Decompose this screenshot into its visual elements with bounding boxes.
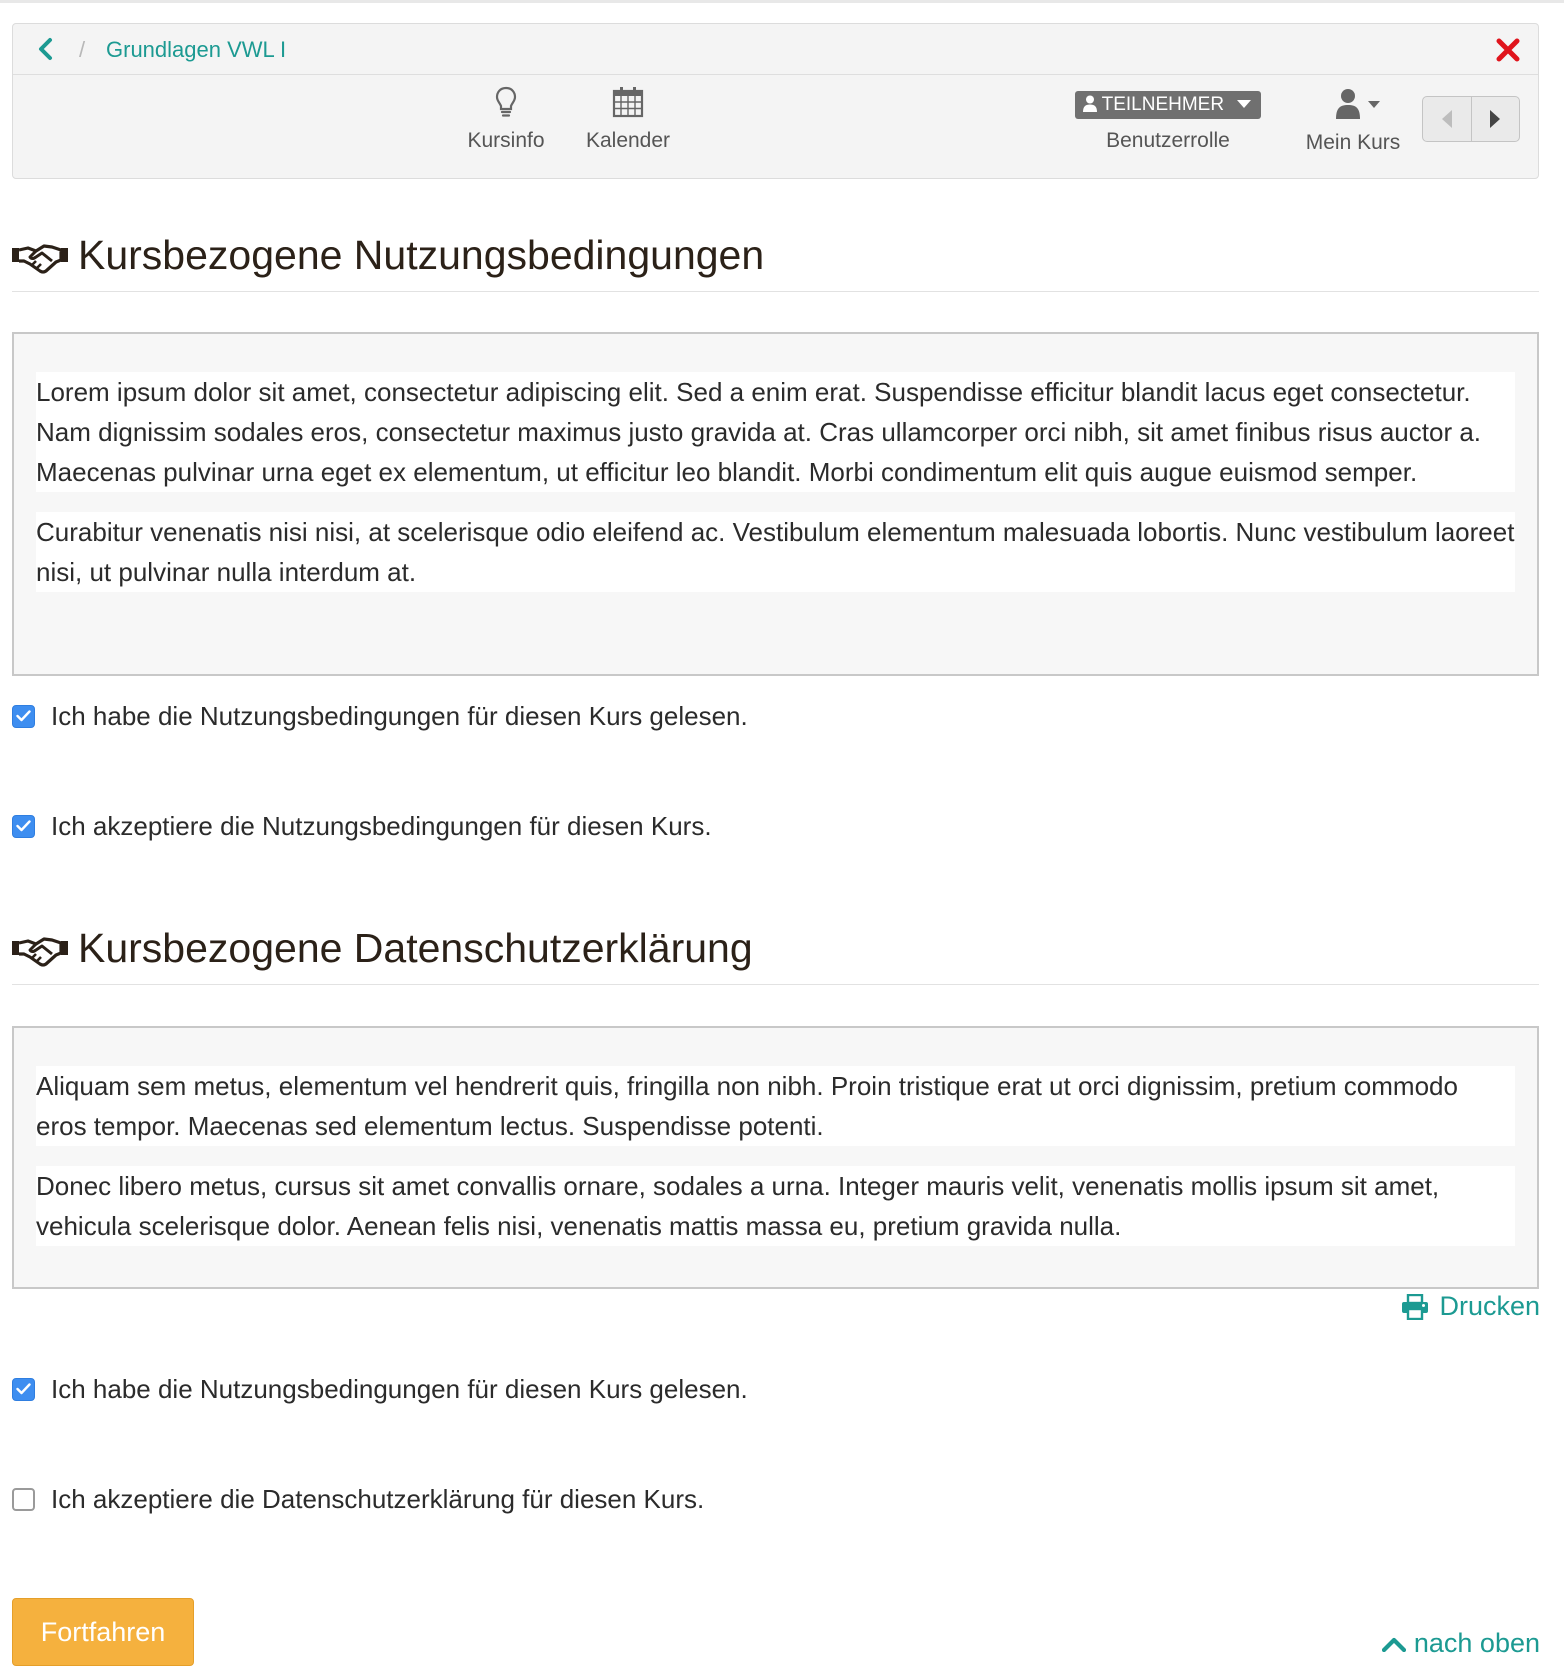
kursinfo-label: Kursinfo xyxy=(467,129,545,152)
breadcrumb xyxy=(13,24,1538,75)
privacy-accept-label: Ich akzeptiere die Datenschutzerklärung für diesen Kurs. xyxy=(51,1483,705,1514)
handshake-icon xyxy=(12,240,68,279)
course-toolbar xyxy=(12,23,1539,179)
checkbox-unchecked[interactable] xyxy=(12,1488,35,1511)
continue-button[interactable]: Fortfahren xyxy=(12,1598,194,1666)
kalender-label: Kalender xyxy=(585,129,671,152)
my-course-label: Mein Kurs xyxy=(1305,131,1401,154)
back-to-top-label: nach oben xyxy=(1413,1628,1540,1658)
kursinfo-button[interactable] xyxy=(451,86,561,153)
checkmark-icon xyxy=(16,710,31,722)
my-course-menu[interactable] xyxy=(1283,88,1423,155)
print-link[interactable] xyxy=(1401,1291,1540,1322)
calendar-icon xyxy=(573,86,683,123)
role-badge-label: TEILNEHMER xyxy=(1101,94,1225,115)
user-icon xyxy=(1283,88,1423,125)
terms-accept-label: Ich akzeptiere die Nutzungsbedingungen für diesen Kurs. xyxy=(51,810,712,841)
terms-title: Kursbezogene Nutzungsbedingungen xyxy=(78,232,765,278)
terms-textbox xyxy=(12,332,1539,676)
terms-read-checkbox[interactable] xyxy=(12,698,748,734)
course-pager xyxy=(1422,96,1520,142)
terms-section-heading xyxy=(12,222,1539,292)
lightbulb-icon xyxy=(451,86,561,123)
kalender-button[interactable] xyxy=(573,86,683,153)
privacy-read-label: Ich habe die Nutzungsbedingungen für diesen Kurs gelesen. xyxy=(51,1373,748,1404)
caret-left-icon xyxy=(1441,110,1453,128)
terms-paragraph-1: Lorem ipsum dolor sit amet, consectetur adipiscing elit. Sed a enim erat. Suspendisse efficitur blandit lacus eget consectetur. Nam dignissim sodales eros, consectetur maximus justo gravida at. Cras ullamcorper orci nibh, sit amet finibus risus auctor a. Maecenas pulvinar urna eget ex elementum, ut efficitur leo blandit. Morbi condimentum elit quis augue euismod semper. xyxy=(36,372,1515,492)
privacy-textbox xyxy=(12,1026,1539,1289)
printer-icon xyxy=(1401,1294,1429,1320)
breadcrumb-separator: / xyxy=(79,37,86,62)
terms-read-label: Ich habe die Nutzungsbedingungen für diesen Kurs gelesen. xyxy=(51,700,748,731)
chevron-up-icon xyxy=(1382,1636,1406,1652)
previous-button[interactable] xyxy=(1423,97,1471,141)
next-button[interactable] xyxy=(1471,97,1520,141)
role-label: Benutzerrolle xyxy=(1106,129,1230,152)
chevron-left-icon[interactable] xyxy=(33,35,59,63)
handshake-icon xyxy=(12,933,68,972)
checkbox-checked[interactable] xyxy=(12,705,35,728)
privacy-paragraph-2: Donec libero metus, cursus sit amet convallis ornare, sodales a urna. Integer mauris velit, venenatis mollis ipsum sit amet, vehicula scelerisque dolor. Aenean felis nisi, venenatis mattis massa eu, pretium gravida nulla. xyxy=(36,1166,1515,1246)
terms-accept-checkbox[interactable] xyxy=(12,808,712,844)
user-icon xyxy=(1083,95,1097,112)
close-icon[interactable] xyxy=(1494,36,1522,64)
checkbox-checked[interactable] xyxy=(12,1378,35,1401)
role-dropdown[interactable] xyxy=(1075,91,1262,119)
top-border xyxy=(0,0,1564,3)
caret-right-icon xyxy=(1489,110,1501,128)
user-role-selector xyxy=(1068,91,1268,153)
privacy-accept-checkbox[interactable] xyxy=(12,1481,704,1517)
back-to-top-link[interactable] xyxy=(1382,1628,1540,1659)
checkmark-icon xyxy=(16,820,31,832)
caret-down-icon xyxy=(1237,99,1251,109)
privacy-section-heading xyxy=(12,915,1539,985)
privacy-paragraph-1: Aliquam sem metus, elementum vel hendrerit quis, fringilla non nibh. Proin tristique erat ut orci dignissim, pretium commodo eros tempor. Maecenas sed elementum lectus. Suspendisse potenti. xyxy=(36,1066,1515,1146)
print-label: Drucken xyxy=(1439,1291,1540,1321)
privacy-read-checkbox[interactable] xyxy=(12,1371,748,1407)
checkbox-checked[interactable] xyxy=(12,815,35,838)
terms-paragraph-2: Curabitur venenatis nisi nisi, at scelerisque odio eleifend ac. Vestibulum elementum malesuada lobortis. Nunc vestibulum laoreet nisi, ut pulvinar nulla interdum at. xyxy=(36,512,1515,592)
checkmark-icon xyxy=(16,1383,31,1395)
privacy-title: Kursbezogene Datenschutzerklärung xyxy=(78,925,753,971)
breadcrumb-course-title[interactable]: Grundlagen VWL I xyxy=(106,37,287,62)
